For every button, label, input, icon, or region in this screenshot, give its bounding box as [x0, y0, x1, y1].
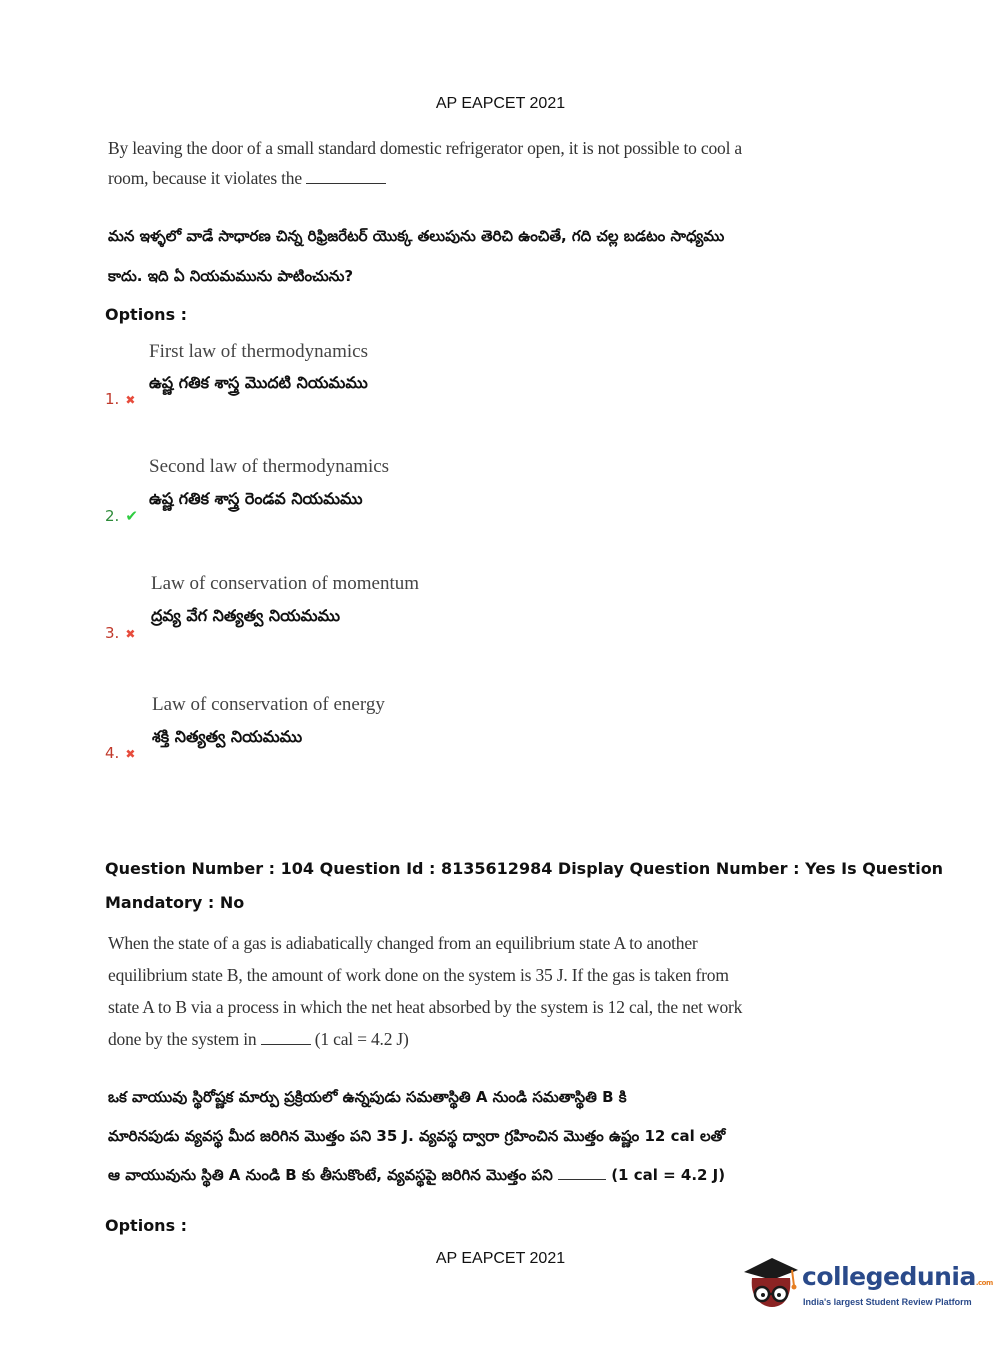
- option4-telugu: శక్తి నిత్యత్వ నియమము: [152, 727, 303, 746]
- page-footer-title: AP EAPCET 2021: [435, 1250, 566, 1267]
- question2-telugu-line3: ఆ వాయువును స్థితి A నుండి B కు తీసుకొంటే, వ్యవస్థపై జరిగిన మొత్తం పని (1 cal = 4.2 J): [108, 1156, 768, 1195]
- question1-telugu-line1: మన ఇళ్ళలో వాడే సాధారణ చిన్న రిఫ్రిజరేటర్ యొక్క తలుపును తెరిచి ఉంచితే, గది చల్ల బడటం సాధ్యము: [108, 227, 725, 245]
- question2-telugu-line2: మారినపుడు వ్యవస్థ మీద జరిగిన మొత్తం పని 35 J. వ్యవస్థ ద్వారా గ్రహించిన మొత్తం ఉష్ణం 12 cal లతో: [108, 1127, 726, 1145]
- answer-blank: [306, 167, 386, 184]
- question2-english-line3: state A to B via a process in which the net heat absorbed by the system is 12 cal, the net work: [108, 997, 743, 1017]
- question2-options-label: Options :: [105, 1216, 188, 1235]
- collegedunia-logo: [742, 1250, 993, 1316]
- question1-english-text: [108, 133, 748, 193]
- option4-label: 4. ✖: [105, 744, 136, 762]
- answer-blank: [558, 1163, 606, 1180]
- question1-telugu-text: [108, 216, 748, 296]
- question2-english-line2: equilibrium state B, the amount of work done on the system is 35 J. If the gas is taken from: [108, 965, 729, 985]
- logo-com-suffix: .com: [975, 1279, 993, 1287]
- wrong-cross-icon: ✖: [125, 747, 136, 761]
- option1-label: 1. ✖: [105, 390, 136, 408]
- question2-telugu-text: [108, 1078, 768, 1195]
- logo-wordmark: collegedunia.com: [802, 1262, 993, 1291]
- correct-check-icon: ✔: [125, 507, 138, 525]
- option3-telugu: ద్రవ్య వేగ నిత్యత్వ నియమము: [151, 606, 341, 625]
- page-header-title: AP EAPCET 2021: [435, 95, 566, 112]
- question1-english-line2: room, because it violates the: [108, 163, 748, 193]
- option2-label: 2. ✔: [105, 507, 138, 525]
- wrong-cross-icon: ✖: [125, 627, 136, 641]
- option4-english: Law of conservation of energy: [152, 694, 385, 715]
- question1-telugu-line2: కాదు. ఇది ఏ నియమమును పాటించును?: [108, 267, 354, 285]
- question2-meta-line2: Mandatory : No: [105, 893, 245, 912]
- question2-meta-line1: Question Number : 104 Question Id : 8135612984 Display Question Number : Yes Is Question: [105, 859, 944, 878]
- option1-telugu: ఉష్ణ గతిక శాస్త్ర మొదటి నియమము: [149, 373, 368, 392]
- answer-blank: [261, 1028, 311, 1045]
- option2-telugu: ఉష్ణ గతిక శాస్త్ర రెండవ నియమము: [149, 489, 363, 508]
- mascot-icon: [742, 1252, 800, 1312]
- logo-tagline: India's largest Student Review Platform: [803, 1297, 972, 1307]
- question2-english-line4: done by the system in (1 cal = 4.2 J): [108, 1029, 409, 1049]
- option3-label: 3. ✖: [105, 624, 136, 642]
- question1-options-label: Options :: [105, 305, 188, 324]
- wrong-cross-icon: ✖: [125, 393, 136, 407]
- option1-english: First law of thermodynamics: [149, 341, 368, 362]
- option2-english: Second law of thermodynamics: [149, 456, 390, 477]
- question1-english-line1: By leaving the door of a small standard domestic refrigerator open, it is not possible to cool a: [108, 138, 742, 158]
- question2-english-line1: When the state of a gas is adiabatically changed from an equilibrium state A to another: [108, 933, 698, 953]
- question2-telugu-line1: ఒక వాయువు స్థిరోష్ణక మార్పు ప్రక్రియలో ఉన్నపుడు సమతాస్థితి A నుండి సమతాస్థితి B కి: [108, 1088, 627, 1106]
- question2-english-text: [108, 927, 748, 1055]
- option3-english: Law of conservation of momentum: [151, 573, 420, 594]
